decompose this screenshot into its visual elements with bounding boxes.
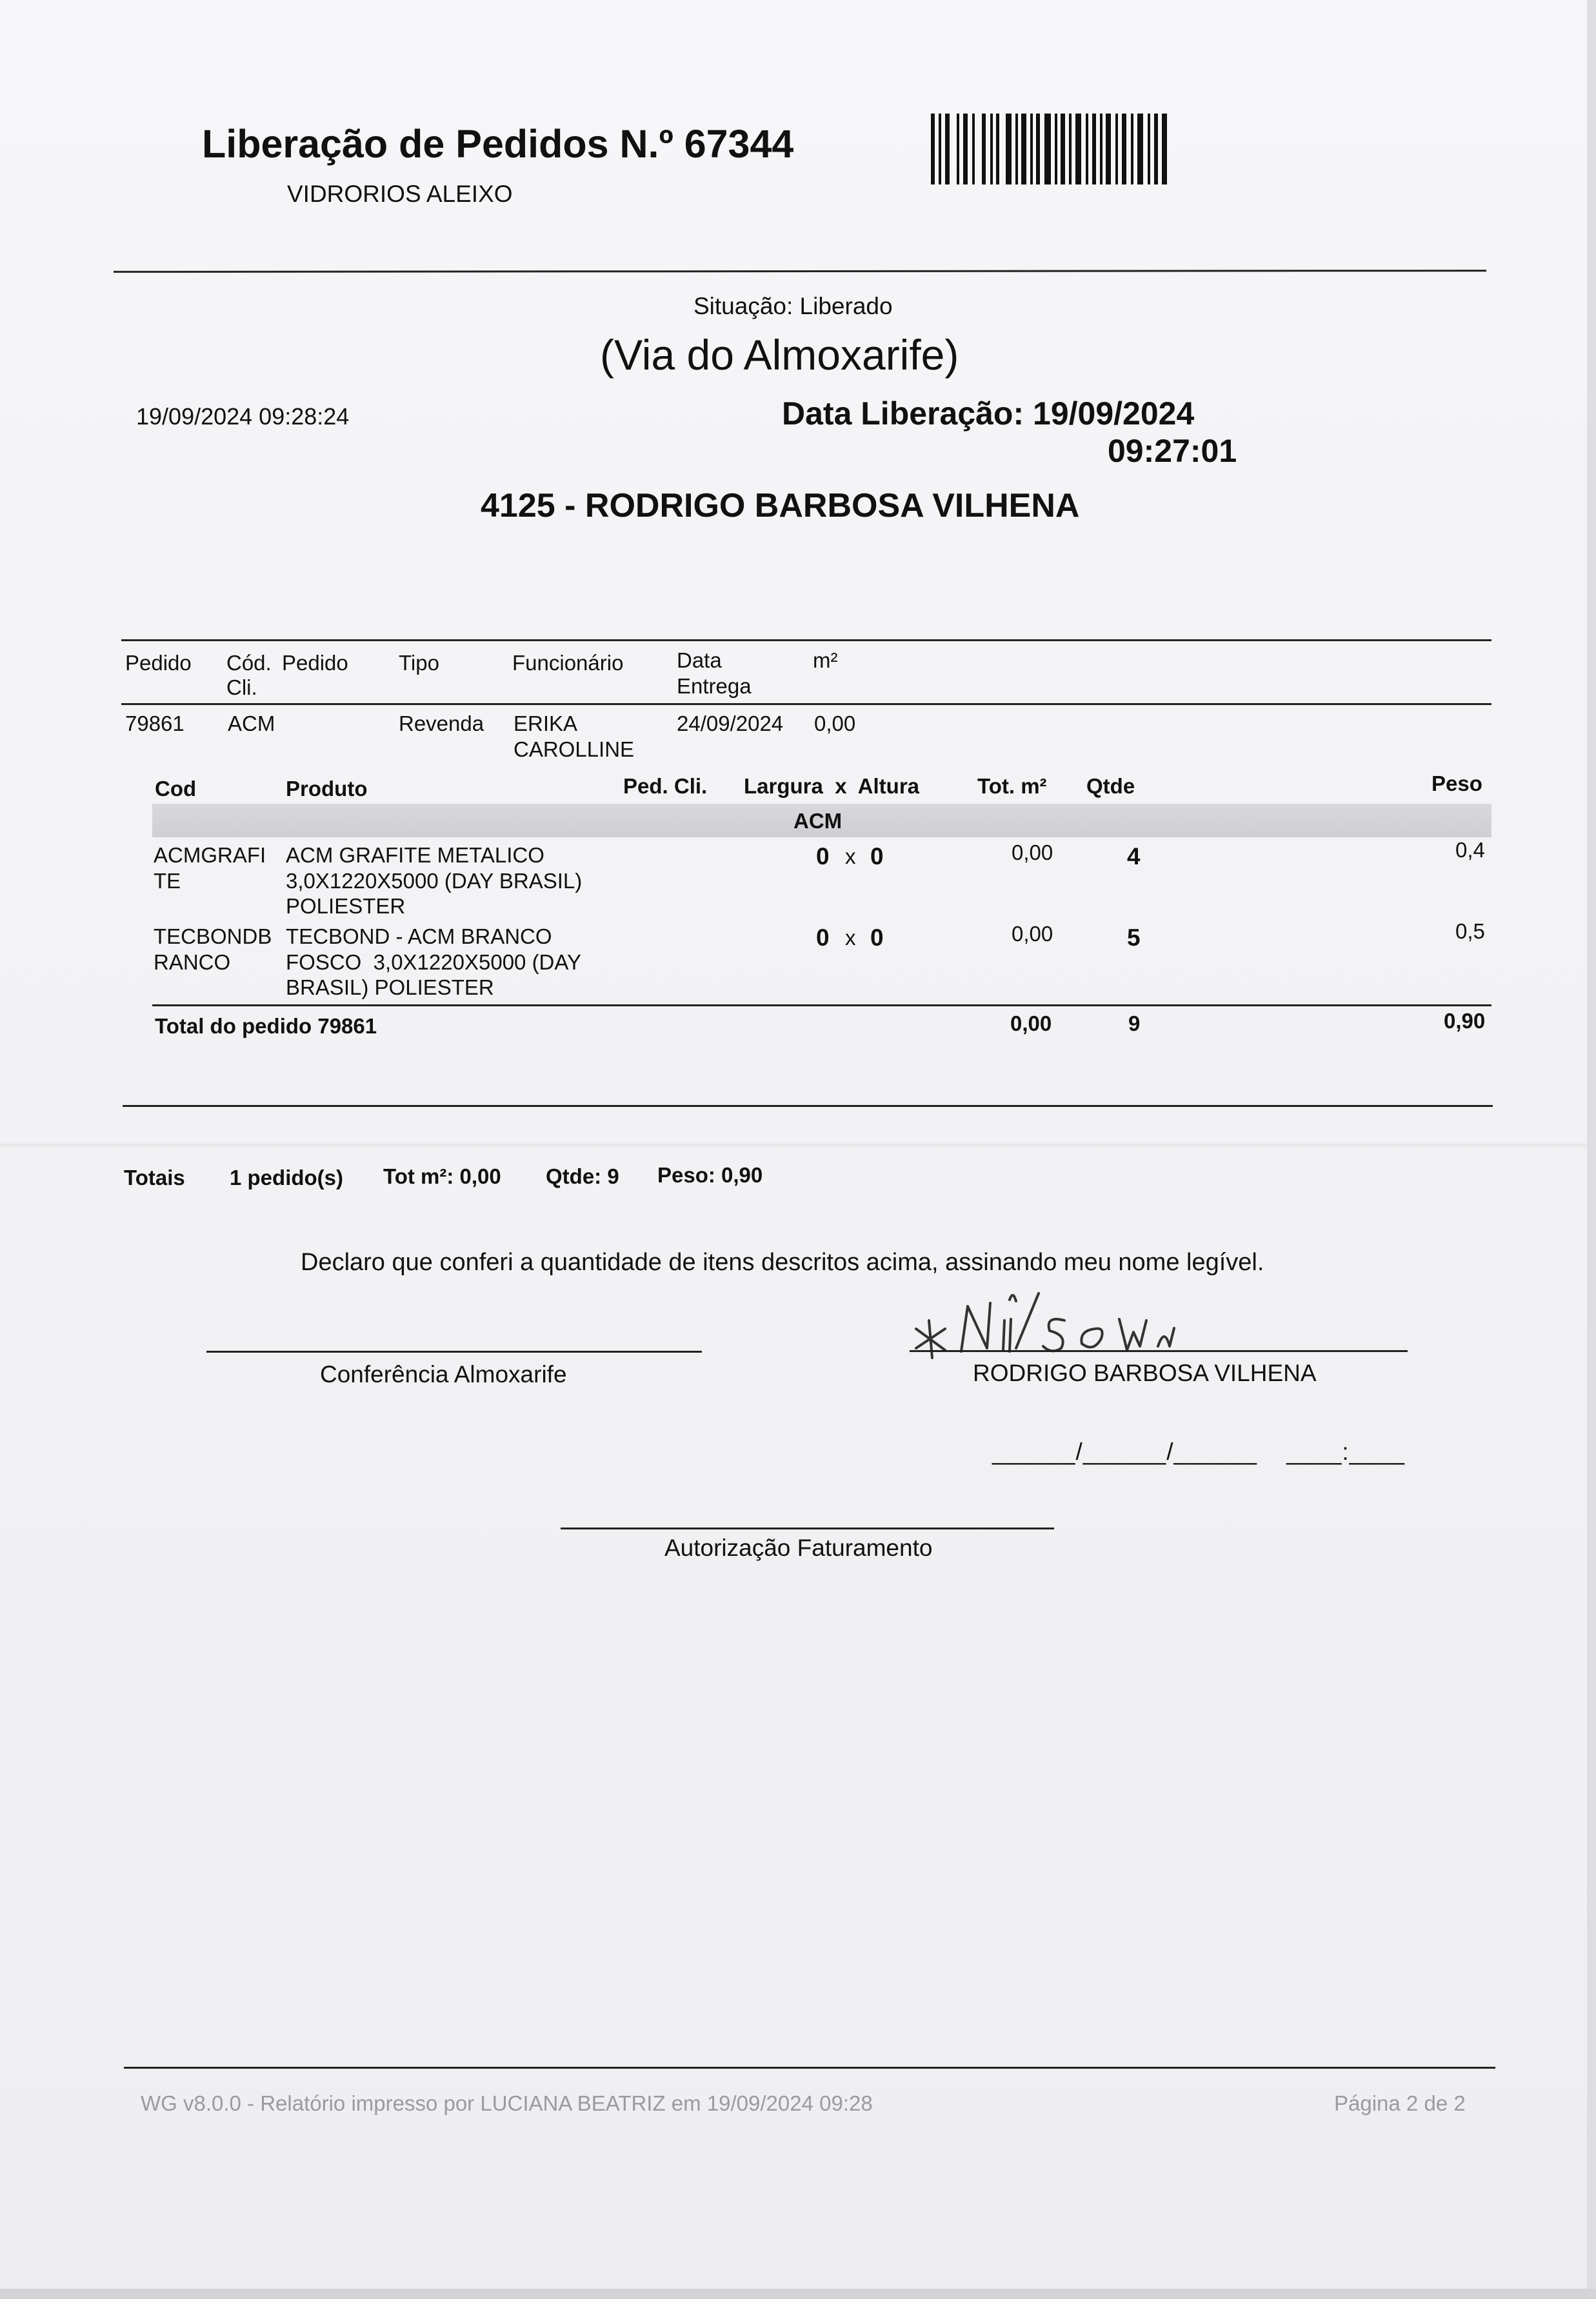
signature-line-right — [910, 1350, 1408, 1352]
order-total-peso: 0,90 — [1444, 1009, 1486, 1033]
col-header-data: Data — [677, 648, 722, 672]
paper-edge-right — [1587, 0, 1596, 2299]
declaration-text: Declaro que conferi a quantidade de itens descritos acima, assinando meu nome legível. — [301, 1249, 1264, 1276]
order-total-qtde: 9 — [1128, 1011, 1141, 1035]
item-cod: TECBONDB — [154, 924, 272, 948]
document-title: Liberação de Pedidos N.º 67344 — [202, 122, 794, 166]
totals-label: Totais — [124, 1166, 185, 1189]
col-header-tipo: Tipo — [399, 651, 439, 675]
item-product-cont: FOSCO 3,0X1220X5000 (DAY — [286, 950, 581, 974]
signature-line-left — [206, 1351, 702, 1353]
paper-edge-bottom — [0, 2289, 1596, 2299]
order-funcionario-2: CAROLLINE — [514, 737, 635, 761]
item-cod: ACMGRAFI — [154, 843, 266, 867]
order-data-entrega: 24/09/2024 — [677, 712, 784, 735]
item-product-cont: POLIESTER — [286, 894, 406, 918]
col-header-pedido-cli: Pedido — [282, 651, 348, 675]
item-col-qtde: Qtde — [1086, 774, 1135, 798]
item-col-cod: Cod — [155, 777, 197, 801]
signature-label-client: RODRIGO BARBOSA VILHENA — [973, 1360, 1317, 1386]
totals-m2: Tot m²: 0,00 — [383, 1164, 501, 1188]
date-time-blank: ______/______/______ ____:____ — [992, 1438, 1405, 1465]
item-altura: 0 — [870, 924, 884, 951]
totals-qtde: Qtde: 9 — [546, 1164, 619, 1188]
totals-peso: Peso: 0,90 — [657, 1163, 763, 1187]
item-product: TECBOND - ACM BRANCO — [286, 924, 552, 948]
company-name: VIDRORIOS ALEIXO — [287, 181, 513, 207]
status-text: Situação: Liberado — [693, 293, 893, 319]
release-date: Data Liberação: 19/09/2024 — [782, 395, 1195, 432]
totals-pedidos: 1 pedido(s) — [230, 1166, 344, 1189]
item-dim-separator: x — [845, 926, 856, 950]
item-col-ped-cli: Ped. Cli. — [623, 774, 708, 798]
item-product-cont: 3,0X1220X5000 (DAY BRASIL) — [286, 869, 583, 893]
item-altura: 0 — [870, 843, 884, 870]
order-total-m2: 0,00 — [1010, 1011, 1052, 1035]
item-tot-m2: 0,00 — [1012, 841, 1053, 864]
col-header-data-2: Entrega — [677, 674, 752, 698]
print-datetime: 19/09/2024 09:28:24 — [136, 403, 350, 430]
order-number: 79861 — [125, 712, 185, 735]
item-cod-cont: TE — [154, 869, 181, 893]
totals-divider — [123, 1105, 1493, 1107]
items-total-line — [152, 1004, 1491, 1006]
signature-label-authorization: Autorização Faturamento — [664, 1535, 933, 1561]
item-col-tot-m2: Tot. m² — [977, 774, 1047, 798]
signature-line-authorization — [561, 1528, 1054, 1529]
item-cod-cont: RANCO — [154, 950, 231, 974]
page-number: Página 2 de 2 — [1334, 2091, 1466, 2115]
item-peso: 0,4 — [1455, 838, 1485, 862]
col-header-funcionario: Funcionário — [512, 651, 624, 675]
signature-label-conferencia: Conferência Almoxarife — [320, 1361, 567, 1388]
order-cod: ACM — [228, 712, 275, 735]
group-label: ACM — [793, 809, 843, 833]
barcode — [931, 114, 1171, 186]
release-time: 09:27:01 — [1108, 433, 1237, 469]
orders-table-top-line — [121, 639, 1491, 641]
col-header-cod-cli: Cód. — [226, 651, 272, 675]
order-m2: 0,00 — [814, 712, 856, 735]
item-product: ACM GRAFITE METALICO — [286, 843, 544, 867]
copy-label: (Via do Almoxarife) — [600, 331, 959, 379]
col-header-pedido: Pedido — [125, 651, 192, 675]
orders-table-header-line — [121, 703, 1491, 705]
client-name: 4125 - RODRIGO BARBOSA VILHENA — [481, 487, 1080, 524]
item-col-dimensions: Largura x Altura — [744, 774, 920, 798]
item-dim-separator: x — [845, 844, 856, 868]
item-largura: 0 — [816, 924, 830, 951]
item-qtde: 5 — [1127, 924, 1141, 951]
col-header-m2: m² — [813, 648, 838, 672]
paper-fold — [0, 1142, 1596, 1148]
item-tot-m2: 0,00 — [1012, 922, 1053, 946]
footer-divider — [124, 2067, 1495, 2069]
footer-print-info: WG v8.0.0 - Relatório impresso por LUCIANA BEATRIZ em 19/09/2024 09:28 — [141, 2091, 873, 2115]
item-product-cont: BRASIL) POLIESTER — [286, 975, 494, 999]
item-col-peso: Peso — [1431, 771, 1482, 795]
item-qtde: 4 — [1127, 843, 1141, 870]
item-peso: 0,5 — [1455, 919, 1485, 943]
order-funcionario: ERIKA — [514, 712, 578, 735]
item-largura: 0 — [816, 843, 830, 870]
order-tipo: Revenda — [399, 712, 484, 735]
order-total-label: Total do pedido 79861 — [155, 1014, 377, 1038]
item-col-produto: Produto — [286, 777, 368, 801]
col-header-cod-cli-2: Cli. — [226, 675, 257, 699]
